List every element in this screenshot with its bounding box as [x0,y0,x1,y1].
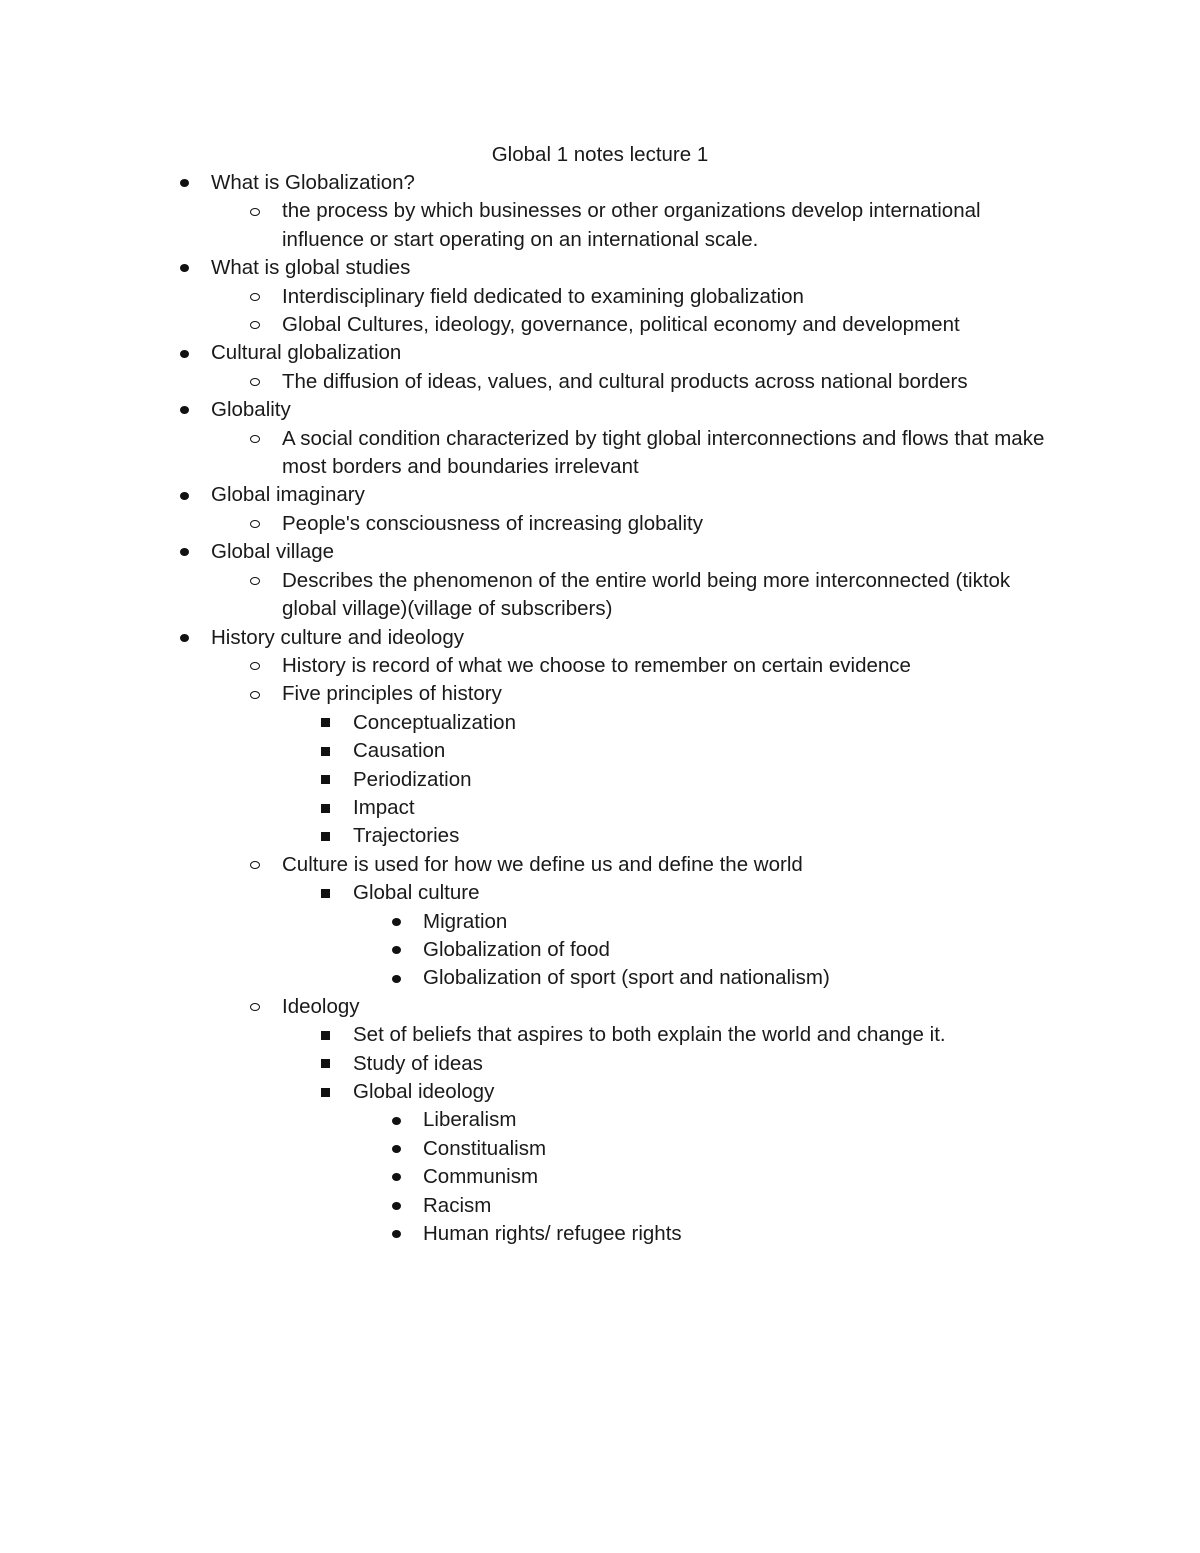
list-item-text: Migration [423,909,508,933]
list-item-level-1 [0,339,991,367]
list-item-text: What is Globalization? [211,171,415,194]
bullet-circle-icon [248,652,262,680]
list-item-level-3 [0,1050,1133,1078]
list-item-level-4 [0,936,1200,964]
list-item-text: Periodization [353,767,472,791]
list-item-level-3 [0,822,1133,850]
list-item-text: Constitualism [423,1136,547,1160]
document-title: Global 1 notes lecture 1 [491,143,709,166]
list-item-level-4 [0,1192,1200,1220]
list-item-level-1 [0,169,991,197]
list-item-level-2 [0,197,1062,254]
list-item-text: Communism [423,1165,539,1189]
bullet-circle-icon [248,680,262,708]
list-item-level-1 [0,481,991,509]
list-item-text: History culture and ideology [211,625,464,649]
list-item-level-1 [0,396,991,424]
list-item-level-4 [0,964,1200,992]
list-item-level-3 [0,1078,1133,1106]
bullet-dot-icon [177,339,191,367]
list-item-level-4 [0,1163,1200,1191]
list-item-level-1 [0,538,991,566]
list-item-text: Five principles of history [282,682,502,706]
list-item-level-4 [0,1135,1200,1163]
list-item-level-2 [0,680,1062,708]
list-item-text: Global ideology [353,1080,495,1103]
list-item-level-2 [0,311,1062,339]
list-item-level-3 [0,737,1133,765]
list-item-level-3 [0,794,1133,822]
bullet-dot-icon [177,481,191,509]
list-item-text: Conceptualization [353,710,516,734]
list-item-level-2 [0,283,1062,311]
bullet-square-icon [318,879,332,907]
list-item-text: Globalization of sport (sport and nationalism) [423,966,830,990]
list-item-level-2 [0,510,1062,538]
list-item-level-3 [0,766,1133,794]
list-item-text: Human rights/ refugee rights [423,1222,682,1246]
list-item-text: Liberalism [423,1108,517,1132]
bullet-square-icon [318,1078,332,1106]
bullet-circle-icon [248,197,262,225]
list-item-text: Global culture [353,881,480,905]
bullet-square-icon [318,794,332,822]
list-item-text: History is record of what we choose to remember on certain evidence [282,653,911,677]
list-item-text: Describes the phenomenon of the entire world being more interconnected (tiktok global village)(village of subscribers) [282,568,1011,621]
list-item-text: Culture is used for how we define us and define the world [282,852,803,876]
list-item-level-4 [0,908,1200,936]
bullet-circle-icon [248,283,262,311]
list-item-text: Set of beliefs that aspires to both explain the world and change it. [353,1023,946,1047]
list-item-level-3 [0,1021,1133,1049]
bullet-dot-icon [177,254,191,282]
bullet-dot-icon [389,1220,403,1248]
list-item-level-2 [0,368,1062,396]
list-item-text: Ideology [282,994,360,1018]
bullet-square-icon [318,1050,332,1078]
bullet-dot-icon [177,538,191,566]
bullet-circle-icon [248,368,262,396]
list-item-level-2 [0,425,1062,482]
bullet-circle-icon [248,311,262,339]
bullet-square-icon [318,766,332,794]
list-item-level-1 [0,254,991,282]
list-item-level-4 [0,1220,1200,1248]
bullet-circle-icon [248,993,262,1021]
notes-outline [0,169,1200,1248]
bullet-square-icon [318,709,332,737]
list-item-text: Impact [353,795,415,819]
list-item-text: The diffusion of ideas, values, and cultural products across national borders [282,369,968,393]
list-item-level-3 [0,709,1133,737]
list-item-text: What is global studies [211,256,411,280]
bullet-dot-icon [177,624,191,652]
list-item-text: Globality [211,398,291,422]
bullet-dot-icon [177,396,191,424]
list-item-text: Global Cultures, ideology, governance, political economy and development [282,313,960,337]
list-item-text: Cultural globalization [211,341,402,365]
list-item-text: Trajectories [353,824,460,848]
list-item-text: the process by which businesses or other organizations develop international influence or start operating on an international scale. [282,199,981,251]
bullet-dot-icon [177,169,191,197]
list-item-text: People's consciousness of increasing globality [282,511,703,535]
list-item-text: Globalization of food [423,937,610,961]
list-item-text: Study of ideas [353,1051,483,1075]
list-item-text: Interdisciplinary field dedicated to examining globalization [282,284,804,308]
bullet-dot-icon [389,964,403,992]
list-item-level-1 [0,624,991,652]
bullet-dot-icon [389,908,403,936]
list-item-level-2 [0,993,1062,1021]
list-item-level-2 [0,652,1062,680]
list-item-text: Global imaginary [211,483,365,507]
list-item-level-2 [0,567,1062,624]
bullet-dot-icon [389,1106,403,1134]
list-item-level-2 [0,851,1062,879]
bullet-square-icon [318,822,332,850]
list-item-text: Racism [423,1193,492,1217]
bullet-circle-icon [248,425,262,453]
bullet-dot-icon [389,1163,403,1191]
bullet-dot-icon [389,1135,403,1163]
list-item-level-4 [0,1106,1200,1134]
bullet-circle-icon [248,851,262,879]
bullet-circle-icon [248,567,262,595]
bullet-square-icon [318,737,332,765]
list-item-text: Global village [211,540,335,564]
list-item-level-3 [0,879,1133,907]
bullet-square-icon [318,1021,332,1049]
list-item-text: A social condition characterized by tight global interconnections and flows that make most borders and boundaries irrelevant [282,426,1045,479]
bullet-dot-icon [389,936,403,964]
bullet-dot-icon [389,1192,403,1220]
list-item-text: Causation [353,739,446,763]
bullet-circle-icon [248,510,262,538]
